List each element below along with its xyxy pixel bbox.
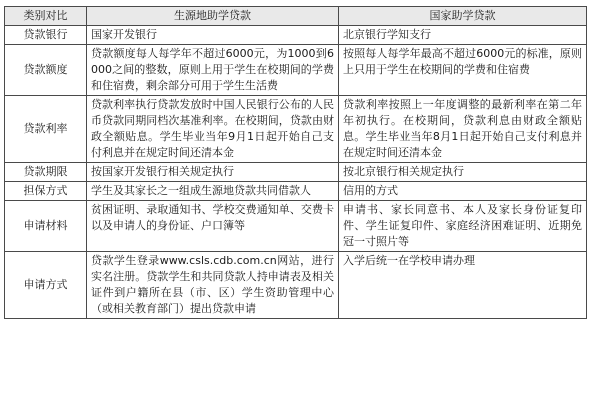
loan-comparison-table	[4, 6, 587, 319]
row-category: 申请材料	[5, 201, 87, 252]
source-loan-cell: 国家开发银行	[87, 26, 339, 45]
header-national-loan: 国家助学贷款	[339, 7, 587, 26]
header-source-loan: 生源地助学贷款	[87, 7, 339, 26]
table-row	[5, 26, 587, 45]
row-category: 贷款额度	[5, 45, 87, 96]
source-loan-cell: 贷款利率执行贷款发放时中国人民银行公布的人民币贷款同期同档次基准利率。在校期间，贷款由财政全额贴息。学生毕业当年9月1日起开始自己支付利息并在规定时间还清本金	[87, 96, 339, 163]
source-loan-cell: 贷款学生登录www.csls.cdb.com.cn网站，进行实名注册。贷款学生和共同贷款人持申请表及相关证件到户籍所在县（市、区）学生资助管理中心（或相关教育部门）提出贷款申请	[87, 252, 339, 319]
national-loan-cell: 按照每人每学年最高不超过6000元的标准，原则上只用于学生在校期间的学费和住宿费	[339, 45, 587, 96]
national-loan-cell: 按北京银行相关规定执行	[339, 163, 587, 182]
national-loan-cell: 贷款利率按照上一年度调整的最新利率在第二年年初执行。在校期间，贷款利息由财政全额贴息。学生毕业当年8月1日起开始自己支付利息并在规定时间还清本金	[339, 96, 587, 163]
table-header-row	[5, 7, 587, 26]
source-loan-cell: 贫困证明、录取通知书、学校交费通知单、交费卡以及申请人的身份证、户口簿等	[87, 201, 339, 252]
loan-comparison-container	[4, 6, 586, 319]
table-row	[5, 96, 587, 163]
row-category: 贷款利率	[5, 96, 87, 163]
source-loan-cell: 贷款额度每人每学年不超过6000元，为1000到6000之间的整数，原则上用于学生在校期间的学费和住宿费，剩余部分可用于学生生活费	[87, 45, 339, 96]
table-row	[5, 201, 587, 252]
table-row	[5, 163, 587, 182]
national-loan-cell: 北京银行学知支行	[339, 26, 587, 45]
table-row	[5, 45, 587, 96]
source-loan-cell: 按国家开发银行相关规定执行	[87, 163, 339, 182]
source-loan-cell: 学生及其家长之一组成生源地贷款共同借款人	[87, 182, 339, 201]
row-category: 贷款期限	[5, 163, 87, 182]
national-loan-cell: 信用的方式	[339, 182, 587, 201]
row-category: 担保方式	[5, 182, 87, 201]
table-row	[5, 252, 587, 319]
national-loan-cell: 申请书、家长同意书、本人及家长身份证复印件、学生证复印件、家庭经济困难证明、近期免冠一寸照片等	[339, 201, 587, 252]
header-category: 类别对比	[5, 7, 87, 26]
table-row	[5, 182, 587, 201]
row-category: 贷款银行	[5, 26, 87, 45]
national-loan-cell: 入学后统一在学校申请办理	[339, 252, 587, 319]
row-category: 申请方式	[5, 252, 87, 319]
